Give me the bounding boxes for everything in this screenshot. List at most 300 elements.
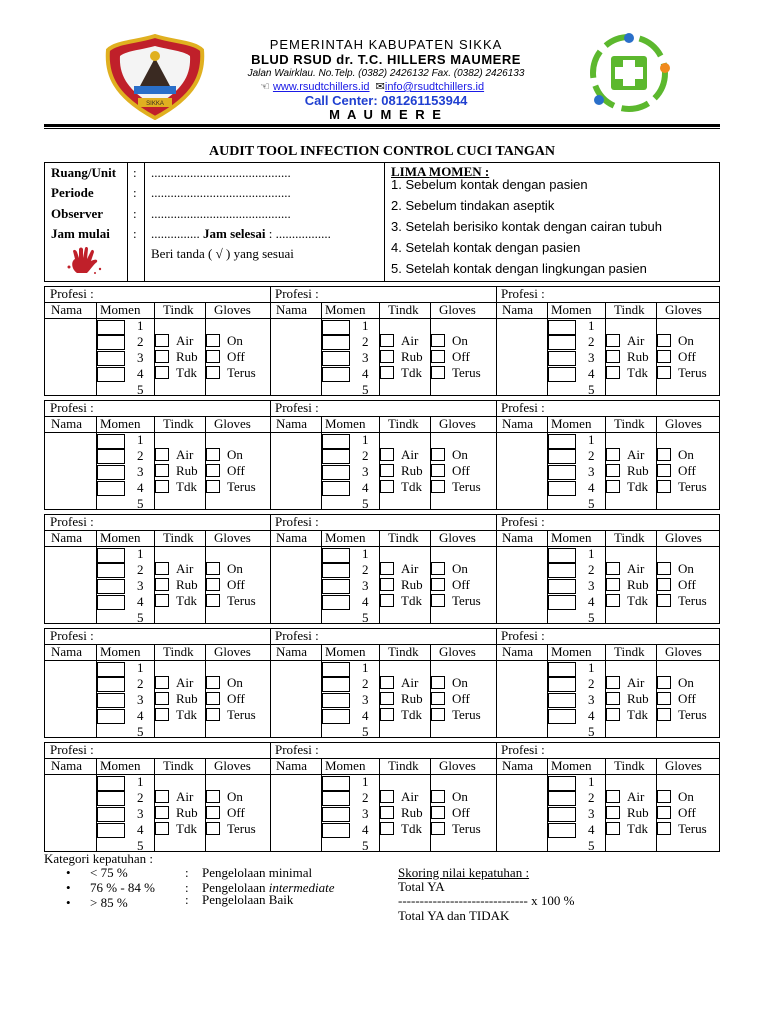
profesi-label: Profesi :	[501, 628, 545, 643]
column-header-nama: Nama	[276, 758, 308, 773]
momen-checkbox[interactable]	[97, 563, 125, 578]
tindakan-option-tdk: Tdk	[627, 821, 648, 836]
gloves-checkbox[interactable]	[657, 562, 671, 575]
column-divider	[430, 302, 431, 395]
tindakan-checkbox[interactable]	[606, 676, 620, 689]
gloves-option-terus: Terus	[452, 821, 481, 836]
momen-checkbox[interactable]	[322, 709, 350, 724]
momen-checkbox[interactable]	[97, 449, 125, 464]
column-header-gloves: Gloves	[439, 302, 476, 317]
gloves-checkbox[interactable]	[206, 464, 220, 477]
momen-number: 3	[137, 578, 144, 593]
tindakan-checkbox[interactable]	[155, 790, 169, 803]
gloves-checkbox[interactable]	[657, 366, 671, 379]
gloves-checkbox[interactable]	[431, 676, 445, 689]
momen-checkbox[interactable]	[548, 776, 576, 791]
info-box	[44, 162, 720, 282]
tindakan-checkbox[interactable]	[606, 806, 620, 819]
tindakan-checkbox[interactable]	[606, 594, 620, 607]
momen-item-2: 2. Sebelum tindakan aseptik	[391, 198, 555, 213]
momen-checkbox[interactable]	[548, 449, 576, 464]
momen-number: 1	[137, 318, 144, 333]
gloves-checkbox[interactable]	[206, 676, 220, 689]
column-divider	[430, 530, 431, 623]
kategori-range-1: < 75 %	[90, 865, 128, 880]
gloves-checkbox[interactable]	[657, 350, 671, 363]
momen-checkbox[interactable]	[548, 481, 576, 496]
gloves-checkbox[interactable]	[206, 350, 220, 363]
gloves-checkbox[interactable]	[431, 334, 445, 347]
momen-number: 4	[588, 708, 595, 723]
tindakan-checkbox[interactable]	[155, 822, 169, 835]
tindakan-checkbox[interactable]	[155, 480, 169, 493]
momen-checkbox[interactable]	[548, 807, 576, 822]
momen-checkbox[interactable]	[322, 662, 350, 677]
momen-checkbox[interactable]	[322, 465, 350, 480]
momen-number: 4	[362, 366, 369, 381]
column-header-momen: Momen	[325, 644, 366, 659]
gloves-option-on: On	[678, 675, 694, 690]
periode-field[interactable]: ...........................................	[151, 185, 291, 200]
tindakan-option-rub: Rub	[627, 463, 649, 478]
section-divider	[496, 401, 497, 509]
tindakan-checkbox[interactable]	[155, 708, 169, 721]
column-divider	[656, 302, 657, 395]
gloves-checkbox[interactable]	[657, 822, 671, 835]
momen-checkbox[interactable]	[97, 662, 125, 677]
momen-checkbox[interactable]	[322, 579, 350, 594]
observation-block	[44, 742, 720, 852]
tindakan-option-rub: Rub	[627, 691, 649, 706]
momen-checkbox[interactable]	[548, 351, 576, 366]
gloves-option-off: Off	[678, 349, 696, 364]
gloves-checkbox[interactable]	[657, 692, 671, 705]
tindakan-checkbox[interactable]	[155, 578, 169, 591]
gloves-checkbox[interactable]	[431, 578, 445, 591]
gloves-option-terus: Terus	[227, 479, 256, 494]
tindakan-option-air: Air	[176, 447, 194, 462]
momen-number: 3	[588, 464, 595, 479]
section-divider	[496, 629, 497, 737]
gloves-option-on: On	[452, 789, 468, 804]
tindakan-checkbox[interactable]	[380, 464, 394, 477]
momen-checkbox[interactable]	[548, 709, 576, 724]
momen-checkbox[interactable]	[97, 693, 125, 708]
momen-number: 3	[362, 692, 369, 707]
tindakan-option-tdk: Tdk	[176, 707, 197, 722]
tindakan-option-tdk: Tdk	[176, 479, 197, 494]
gloves-option-on: On	[452, 333, 468, 348]
gloves-checkbox[interactable]	[206, 366, 220, 379]
momen-checkbox[interactable]	[322, 563, 350, 578]
momen-checkbox[interactable]	[322, 548, 350, 563]
tindakan-checkbox[interactable]	[380, 480, 394, 493]
colon: :	[185, 865, 189, 880]
gloves-option-off: Off	[452, 805, 470, 820]
momen-checkbox[interactable]	[548, 320, 576, 335]
momen-checkbox[interactable]	[97, 320, 125, 335]
profesi-label: Profesi :	[50, 286, 94, 301]
header-divider	[45, 774, 719, 775]
profesi-label: Profesi :	[50, 628, 94, 643]
momen-checkbox[interactable]	[548, 791, 576, 806]
gloves-option-terus: Terus	[452, 593, 481, 608]
gloves-checkbox[interactable]	[431, 448, 445, 461]
tindakan-option-air: Air	[176, 675, 194, 690]
momen-checkbox[interactable]	[322, 823, 350, 838]
column-header-nama: Nama	[51, 302, 83, 317]
tindakan-checkbox[interactable]	[380, 562, 394, 575]
column-divider	[379, 530, 380, 623]
column-divider	[656, 530, 657, 623]
gloves-checkbox[interactable]	[206, 692, 220, 705]
kategori-bullet: •	[66, 880, 71, 895]
gloves-option-on: On	[678, 333, 694, 348]
gloves-checkbox[interactable]	[206, 480, 220, 493]
gloves-option-terus: Terus	[678, 707, 707, 722]
column-header-gloves: Gloves	[214, 644, 251, 659]
momen-number: 3	[362, 806, 369, 821]
gloves-checkbox[interactable]	[431, 562, 445, 575]
ruang-field[interactable]: ...........................................	[151, 165, 291, 180]
momen-number: 4	[362, 480, 369, 495]
gloves-checkbox[interactable]	[206, 708, 220, 721]
gloves-option-on: On	[452, 447, 468, 462]
profesi-label: Profesi :	[275, 400, 319, 415]
momen-number: 5	[362, 724, 369, 739]
column-header-tindk: Tindk	[388, 644, 419, 659]
gloves-checkbox[interactable]	[431, 594, 445, 607]
column-header-nama: Nama	[276, 416, 308, 431]
gloves-checkbox[interactable]	[431, 806, 445, 819]
tindakan-option-rub: Rub	[401, 463, 423, 478]
column-header-nama: Nama	[502, 530, 534, 545]
momen-number: 4	[137, 708, 144, 723]
tindakan-option-air: Air	[176, 561, 194, 576]
tindakan-checkbox[interactable]	[380, 594, 394, 607]
tindakan-checkbox[interactable]	[606, 350, 620, 363]
column-divider	[379, 416, 380, 509]
momen-checkbox[interactable]	[322, 320, 350, 335]
column-divider	[656, 416, 657, 509]
momen-number: 3	[362, 464, 369, 479]
kategori-range-3: > 85 %	[90, 895, 128, 910]
tindakan-option-rub: Rub	[627, 577, 649, 592]
tindakan-checkbox[interactable]	[380, 334, 394, 347]
gloves-checkbox[interactable]	[431, 708, 445, 721]
gloves-checkbox[interactable]	[657, 480, 671, 493]
column-divider	[430, 416, 431, 509]
momen-number: 1	[362, 774, 369, 789]
momen-number: 2	[137, 676, 144, 691]
jam-selesai-field[interactable]: : .................	[268, 226, 331, 241]
skoring-fraction-line: ------------------------------ x 100 %	[398, 893, 575, 908]
gloves-checkbox[interactable]	[657, 448, 671, 461]
tindakan-option-air: Air	[627, 675, 645, 690]
column-header-nama: Nama	[276, 644, 308, 659]
column-header-momen: Momen	[551, 644, 592, 659]
section-divider	[270, 401, 271, 509]
momen-checkbox[interactable]	[322, 807, 350, 822]
momen-checkbox[interactable]	[548, 823, 576, 838]
momen-number: 2	[137, 562, 144, 577]
gloves-checkbox[interactable]	[431, 366, 445, 379]
tindakan-checkbox[interactable]	[155, 562, 169, 575]
tindakan-option-tdk: Tdk	[401, 593, 422, 608]
momen-number: 2	[137, 334, 144, 349]
tindakan-checkbox[interactable]	[155, 464, 169, 477]
tindakan-checkbox[interactable]	[380, 822, 394, 835]
momen-checkbox[interactable]	[322, 481, 350, 496]
gloves-checkbox[interactable]	[431, 692, 445, 705]
momen-checkbox[interactable]	[548, 335, 576, 350]
gloves-option-off: Off	[678, 577, 696, 592]
tindakan-checkbox[interactable]	[155, 594, 169, 607]
gloves-checkbox[interactable]	[657, 806, 671, 819]
skoring-title: Skoring nilai kepatuhan :	[398, 865, 530, 880]
tindakan-checkbox[interactable]	[155, 350, 169, 363]
gloves-checkbox[interactable]	[206, 578, 220, 591]
tindakan-checkbox[interactable]	[380, 790, 394, 803]
tindakan-checkbox[interactable]	[606, 692, 620, 705]
momen-checkbox[interactable]	[322, 776, 350, 791]
column-header-gloves: Gloves	[439, 644, 476, 659]
momen-checkbox[interactable]	[97, 548, 125, 563]
momen-checkbox[interactable]	[548, 677, 576, 692]
tindakan-option-tdk: Tdk	[401, 707, 422, 722]
momen-checkbox[interactable]	[97, 434, 125, 449]
momen-checkbox[interactable]	[548, 548, 576, 563]
momen-checkbox[interactable]	[322, 351, 350, 366]
momen-checkbox[interactable]	[322, 693, 350, 708]
gloves-option-off: Off	[227, 805, 245, 820]
tindakan-checkbox[interactable]	[380, 676, 394, 689]
gloves-option-on: On	[678, 561, 694, 576]
gloves-option-off: Off	[678, 463, 696, 478]
column-header-nama: Nama	[276, 302, 308, 317]
column-header-gloves: Gloves	[439, 758, 476, 773]
tindakan-checkbox[interactable]	[380, 448, 394, 461]
tindakan-option-rub: Rub	[401, 577, 423, 592]
tindakan-checkbox[interactable]	[606, 822, 620, 835]
momen-number: 1	[137, 660, 144, 675]
momen-checkbox[interactable]	[97, 351, 125, 366]
momen-checkbox[interactable]	[548, 693, 576, 708]
tindakan-checkbox[interactable]	[606, 708, 620, 721]
column-header-tindk: Tindk	[163, 416, 194, 431]
tindakan-checkbox[interactable]	[155, 692, 169, 705]
tindakan-checkbox[interactable]	[155, 676, 169, 689]
column-header-nama: Nama	[502, 644, 534, 659]
gloves-option-off: Off	[227, 577, 245, 592]
tindakan-option-rub: Rub	[176, 463, 198, 478]
tindakan-checkbox[interactable]	[155, 806, 169, 819]
momen-number: 3	[362, 350, 369, 365]
gloves-checkbox[interactable]	[206, 806, 220, 819]
momen-checkbox[interactable]	[322, 434, 350, 449]
momen-number: 5	[362, 496, 369, 511]
gloves-option-terus: Terus	[678, 593, 707, 608]
momen-checkbox[interactable]	[548, 465, 576, 480]
kategori-desc-2-italic: intermediate	[268, 880, 335, 895]
tindakan-checkbox[interactable]	[380, 692, 394, 705]
gloves-checkbox[interactable]	[657, 578, 671, 591]
gloves-checkbox[interactable]	[431, 350, 445, 363]
column-header-momen: Momen	[100, 302, 141, 317]
gloves-option-on: On	[452, 561, 468, 576]
observer-field[interactable]: ...........................................	[151, 206, 291, 221]
header-divider	[45, 660, 719, 661]
profesi-label: Profesi :	[275, 514, 319, 529]
column-header-gloves: Gloves	[439, 530, 476, 545]
momen-item-5: 5. Setelah kontak dengan lingkungan pasien	[391, 261, 647, 276]
kategori-desc-2-prefix: Pengelolaan	[202, 880, 269, 895]
jam-mulai-field[interactable]: ...............	[151, 226, 200, 241]
column-header-gloves: Gloves	[665, 416, 702, 431]
tindakan-option-rub: Rub	[176, 805, 198, 820]
column-header-gloves: Gloves	[665, 302, 702, 317]
momen-number: 5	[588, 838, 595, 853]
momen-checkbox[interactable]	[322, 791, 350, 806]
gloves-option-terus: Terus	[227, 365, 256, 380]
profesi-label: Profesi :	[275, 628, 319, 643]
momen-checkbox[interactable]	[322, 595, 350, 610]
tindakan-checkbox[interactable]	[155, 366, 169, 379]
tindakan-option-rub: Rub	[176, 349, 198, 364]
tindakan-option-tdk: Tdk	[176, 365, 197, 380]
momen-number: 1	[588, 774, 595, 789]
momen-number: 5	[137, 838, 144, 853]
tindakan-checkbox[interactable]	[606, 790, 620, 803]
momen-checkbox[interactable]	[97, 335, 125, 350]
momen-checkbox[interactable]	[548, 579, 576, 594]
gloves-checkbox[interactable]	[431, 480, 445, 493]
tindakan-option-rub: Rub	[401, 691, 423, 706]
momen-number: 5	[137, 496, 144, 511]
tindakan-checkbox[interactable]	[606, 448, 620, 461]
momen-checkbox[interactable]	[322, 677, 350, 692]
gloves-option-off: Off	[678, 805, 696, 820]
tindakan-checkbox[interactable]	[155, 448, 169, 461]
momen-checkbox[interactable]	[322, 335, 350, 350]
momen-checkbox[interactable]	[97, 579, 125, 594]
tindakan-checkbox[interactable]	[380, 806, 394, 819]
momen-checkbox[interactable]	[548, 367, 576, 382]
momen-checkbox[interactable]	[97, 791, 125, 806]
gloves-checkbox[interactable]	[206, 448, 220, 461]
tindakan-checkbox[interactable]	[606, 366, 620, 379]
gloves-option-on: On	[227, 675, 243, 690]
momen-checkbox[interactable]	[97, 823, 125, 838]
section-divider	[496, 515, 497, 623]
hand-print-icon	[65, 247, 105, 275]
gloves-checkbox[interactable]	[657, 594, 671, 607]
momen-checkbox[interactable]	[548, 595, 576, 610]
tindakan-checkbox[interactable]	[606, 464, 620, 477]
gloves-option-terus: Terus	[227, 821, 256, 836]
tindakan-option-air: Air	[627, 789, 645, 804]
gloves-checkbox[interactable]	[657, 464, 671, 477]
momen-number: 4	[137, 480, 144, 495]
momen-checkbox[interactable]	[548, 563, 576, 578]
gloves-checkbox[interactable]	[657, 708, 671, 721]
column-divider	[205, 644, 206, 737]
column-header-nama: Nama	[502, 302, 534, 317]
gloves-checkbox[interactable]	[657, 790, 671, 803]
tindakan-option-air: Air	[176, 789, 194, 804]
momen-checkbox[interactable]	[548, 662, 576, 677]
tindakan-option-air: Air	[401, 447, 419, 462]
momen-checkbox[interactable]	[97, 677, 125, 692]
tindakan-option-tdk: Tdk	[401, 365, 422, 380]
gloves-checkbox[interactable]	[657, 676, 671, 689]
momen-checkbox[interactable]	[97, 595, 125, 610]
momen-number: 3	[588, 806, 595, 821]
gloves-checkbox[interactable]	[431, 464, 445, 477]
kategori-bullet: •	[66, 865, 71, 880]
gloves-checkbox[interactable]	[206, 822, 220, 835]
tindakan-checkbox[interactable]	[380, 578, 394, 591]
momen-number: 3	[137, 806, 144, 821]
kategori-range-2: 76 % - 84 %	[90, 880, 155, 895]
gloves-checkbox[interactable]	[206, 594, 220, 607]
gloves-checkbox[interactable]	[431, 822, 445, 835]
momen-checkbox[interactable]	[97, 807, 125, 822]
momen-checkbox[interactable]	[97, 709, 125, 724]
tindakan-option-rub: Rub	[401, 805, 423, 820]
crest-label: SIKKA	[146, 101, 164, 107]
tindakan-checkbox[interactable]	[155, 334, 169, 347]
gloves-checkbox[interactable]	[657, 334, 671, 347]
tindakan-checkbox[interactable]	[606, 480, 620, 493]
tindakan-checkbox[interactable]	[380, 350, 394, 363]
momen-item-4: 4. Setelah kontak dengan pasien	[391, 240, 581, 255]
tindakan-checkbox[interactable]	[380, 708, 394, 721]
momen-checkbox[interactable]	[97, 776, 125, 791]
momen-checkbox[interactable]	[97, 367, 125, 382]
column-header-nama: Nama	[51, 644, 83, 659]
tindakan-checkbox[interactable]	[380, 366, 394, 379]
tindakan-checkbox[interactable]	[606, 562, 620, 575]
gloves-checkbox[interactable]	[206, 562, 220, 575]
ruang-label: Ruang/Unit	[51, 165, 117, 180]
momen-checkbox[interactable]	[322, 367, 350, 382]
momen-checkbox[interactable]	[97, 465, 125, 480]
momen-checkbox[interactable]	[97, 481, 125, 496]
gloves-checkbox[interactable]	[431, 790, 445, 803]
momen-checkbox[interactable]	[322, 449, 350, 464]
kategori-bullet: •	[66, 895, 71, 910]
gloves-checkbox[interactable]	[206, 790, 220, 803]
website-link[interactable]: www.rsudtchillers.id	[272, 81, 370, 93]
momen-number: 3	[137, 464, 144, 479]
momen-number: 5	[588, 496, 595, 511]
momen-number: 1	[588, 432, 595, 447]
observation-block	[44, 514, 720, 624]
momen-item-1: 1. Sebelum kontak dengan pasien	[391, 177, 588, 192]
tindakan-checkbox[interactable]	[606, 334, 620, 347]
jam-selesai-label: Jam selesai	[203, 226, 266, 241]
gloves-checkbox[interactable]	[206, 334, 220, 347]
column-header-tindk: Tindk	[163, 758, 194, 773]
column-header-momen: Momen	[100, 416, 141, 431]
email-link[interactable]: info@rsudtchillers.id	[384, 81, 485, 93]
column-header-nama: Nama	[51, 758, 83, 773]
momen-checkbox[interactable]	[548, 434, 576, 449]
column-header-gloves: Gloves	[665, 530, 702, 545]
column-divider	[154, 302, 155, 395]
tindakan-checkbox[interactable]	[606, 578, 620, 591]
